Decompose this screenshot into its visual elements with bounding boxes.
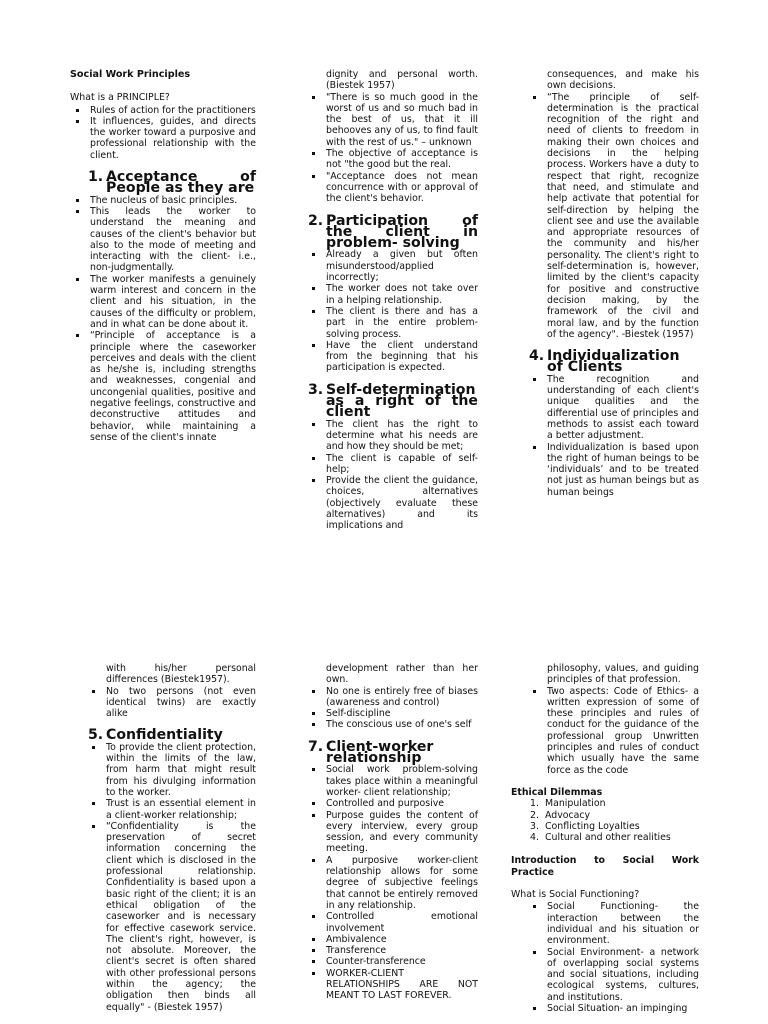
column-3-bottom: [511, 663, 699, 1014]
code-of-ethics-list: [511, 686, 699, 776]
list-item: [511, 798, 699, 809]
ethical-dilemmas-heading: Ethical Dilemmas: [511, 786, 603, 798]
list-item: WORKER-CLIENT RELATIONSHIPS ARE NOT MEANT TO LAST FOREVER.: [306, 968, 478, 1002]
list-item: The client has the right to determine what his needs are and how they should be met;: [306, 419, 478, 453]
list-item: This leads the worker to understand the meaning and causes of the client's behavior but also to the mode of meeting and interacting with the client- i.e., non-judgmentally.: [70, 206, 256, 274]
self-determination-bullet-list: [306, 419, 478, 532]
item-number: 1.: [530, 798, 539, 810]
section-heading-client-worker: [306, 738, 478, 767]
section-title: Confidentiality: [106, 727, 223, 744]
section-number: 5.: [88, 727, 104, 744]
section-title: Client-worker relationship: [326, 738, 434, 767]
list-item: The conscious use of one's self: [306, 719, 478, 730]
list-item: Counter-transference: [306, 956, 478, 967]
social-functioning-list: [511, 901, 699, 1014]
column-1-bottom: [86, 663, 256, 1013]
item-number: 3.: [530, 820, 539, 832]
section-heading-confidentiality: [86, 727, 256, 744]
list-item: Already a given but often misunderstood/applied incorrectly;: [306, 249, 478, 283]
individualization-bullet-list: [527, 374, 699, 498]
list-item: "Acceptance does not mean concurrence with or approval of the client's behavior.: [306, 171, 478, 205]
item-number: 4.: [530, 832, 539, 844]
section-number: 2.: [308, 212, 324, 229]
list-item: No one is entirely free of biases (awareness and control): [306, 686, 478, 709]
list-item: The client is there and has a part in the entire problem-solving process.: [306, 306, 478, 340]
acceptance-continued-list: [306, 92, 478, 205]
list-item: Rules of action for the practitioners: [70, 105, 256, 116]
list-item: Provide the client the guidance, choices, alternatives (objectively evaluate these alternatives) and its implications and: [306, 475, 478, 531]
column-2-top: [306, 69, 478, 532]
item-text: Cultural and other realities: [545, 832, 671, 844]
continued-text: with his/her personal differences (Biestek1957).: [106, 663, 256, 686]
list-item: Social Situation- an impinging: [527, 1003, 699, 1014]
biases-bullet-list: [306, 686, 478, 731]
intro-bullet-list: [70, 105, 256, 161]
section-title: Acceptance of People as they are: [106, 169, 256, 197]
list-item: The worker does not take over in a helping relationship.: [306, 283, 478, 306]
section-heading-participation: [306, 212, 478, 252]
item-text: Manipulation: [545, 798, 606, 810]
list-item: A purposive worker-client relationship allows for some degree of subjective feelings that cannot be entirely removed in any relationship.: [306, 855, 478, 911]
continued-text: development rather than her own.: [326, 663, 478, 686]
column-1-top: [70, 69, 256, 443]
list-item: Have the client understand from the beginning that his participation is expected.: [306, 340, 478, 374]
confidentiality-bullet-list: [86, 742, 256, 1013]
ethical-dilemmas-list: [511, 798, 699, 843]
list-item: Social Environment- a network of overlapping social systems and social situations, including ecological systems, cultures, and institutions.: [527, 947, 699, 1003]
list-item: Self-discipline: [306, 708, 478, 719]
acceptance-bullet-list: [70, 195, 256, 444]
list-item: The objective of acceptance is not "the good but the real.: [306, 148, 478, 171]
list-item: Purpose guides the content of every interview, every group session, and every community meeting.: [306, 810, 478, 855]
list-item: To provide the client protection, within the limits of the law, from harm that might result from his divulging information to the worker.: [86, 742, 256, 798]
list-item: “The principle of self-determination is the practical recognition of the right and need of clients to freedom in making their own choices and decisions in the helping process. Workers have a duty to respect that right, recognize that need, and stimulate and help activate that potential for self-direction by helping the client see and use the available and appropriate resources of the community and his/her personality. The client's right to self-determination is, however, limited by the client's capacity for positive and constructive decision making, by the framework of the civil and moral law, and by the function of the agency". -Biestek (1957): [527, 92, 699, 341]
list-item: Two aspects: Code of Ethics- a written expression of some of these principles and rules of conduct for the guidance of the professional group Unwritten principles and rules of conduct which usually have the same force as the code: [527, 686, 699, 776]
list-item: Individualization is based upon the right of human beings to be ‘individuals’ and to be treated not just as human beings but as human beings: [527, 442, 699, 498]
list-item: “Confidentiality is the preservation of secret information concerning the client which is disclosed in the professional relationship. Confidentiality is based upon a basic right of the client; it is an ethical obligation of the caseworker and is necessary for effective casework service. The client's right, however, is not absolute. Moreover, the client's secret is often shared with other professional persons within the agency; the obligation then binds all equally" - (Biestek 1957): [86, 821, 256, 1013]
list-item: Trust is an essential element in a client-worker relationship;: [86, 798, 256, 821]
what-is-principle: What is a PRINCIPLE?: [70, 92, 170, 104]
section-heading-self-determination: [306, 381, 478, 421]
list-item: The recognition and understanding of each client's unique qualities and the differential use of principles and methods to assist each toward a better adjustment.: [527, 374, 699, 442]
section-number: 1.: [88, 169, 104, 186]
section-number: 4.: [529, 348, 545, 365]
list-item: "There is so much good in the worst of us and so much bad in the best of us, that it ill behooves any of us, to find fault with the rest of us." – unknown: [306, 92, 478, 148]
section-title: Self-determination as a right of the client: [326, 381, 478, 421]
list-item: Social work problem-solving takes place within a meaningful worker- client relationship;: [306, 764, 478, 798]
section-number: 7.: [308, 738, 324, 755]
list-item: It influences, guides, and directs the worker toward a purposive and professional relationship with the client.: [70, 116, 256, 161]
section-heading-individualization: [527, 348, 699, 376]
client-worker-bullet-list: [306, 764, 478, 1001]
page-title: Social Work Principles: [70, 69, 191, 80]
individualization-continued-list: [86, 686, 256, 720]
column-3-top: [527, 69, 699, 498]
list-item: Controlled and purposive: [306, 798, 478, 809]
column-2-bottom: [306, 663, 478, 1002]
spacer: [511, 878, 699, 889]
social-functioning-question: What is Social Functioning?: [511, 889, 640, 901]
list-item: Transference: [306, 945, 478, 956]
list-item: Ambivalence: [306, 934, 478, 945]
intro-practice-heading: Introduction to Social Work Practice: [511, 855, 699, 878]
participation-bullet-list: [306, 249, 478, 373]
item-number: 2.: [530, 809, 539, 821]
list-item: “Principle of acceptance is a principle where the caseworker perceives and deals with the client as he/she is, including strengths and weaknesses, congenial and uncongenial qualities, positive and negative feelings, constructive and deconstructive attitudes and behavior, while maintaining a sense of the client's innate: [70, 330, 256, 443]
list-item: Social Functioning- the interaction between the individual and his situation or environment.: [527, 901, 699, 946]
list-item: [511, 810, 699, 821]
item-text: Advocacy: [545, 809, 591, 821]
list-item: The nucleus of basic principles.: [70, 195, 256, 206]
list-item: No two persons (not even identical twins) are exactly alike: [86, 686, 256, 720]
continued-text: consequences, and make his own decisions.: [547, 69, 699, 92]
list-item: Controlled emotional involvement: [306, 911, 478, 934]
section-title: Participation of the client in problem- solving: [326, 212, 478, 252]
list-item: [511, 821, 699, 832]
list-item: The worker manifests a genuinely warm interest and concern in the client and his situation, in the causes of the difficulty or problem, and in what can be done about it.: [70, 274, 256, 330]
section-number: 3.: [308, 381, 324, 398]
item-text: Conflicting Loyalties: [545, 820, 640, 832]
continued-text: philosophy, values, and guiding principles of that profession.: [547, 663, 699, 686]
section-heading-acceptance: [70, 169, 256, 197]
list-item: The client is capable of self-help;: [306, 453, 478, 476]
self-determination-continued-list: [527, 92, 699, 341]
list-item: [511, 832, 699, 843]
continued-text: dignity and personal worth. (Biestek 1957): [326, 69, 478, 92]
section-title: Individualization of Clients: [547, 348, 680, 376]
